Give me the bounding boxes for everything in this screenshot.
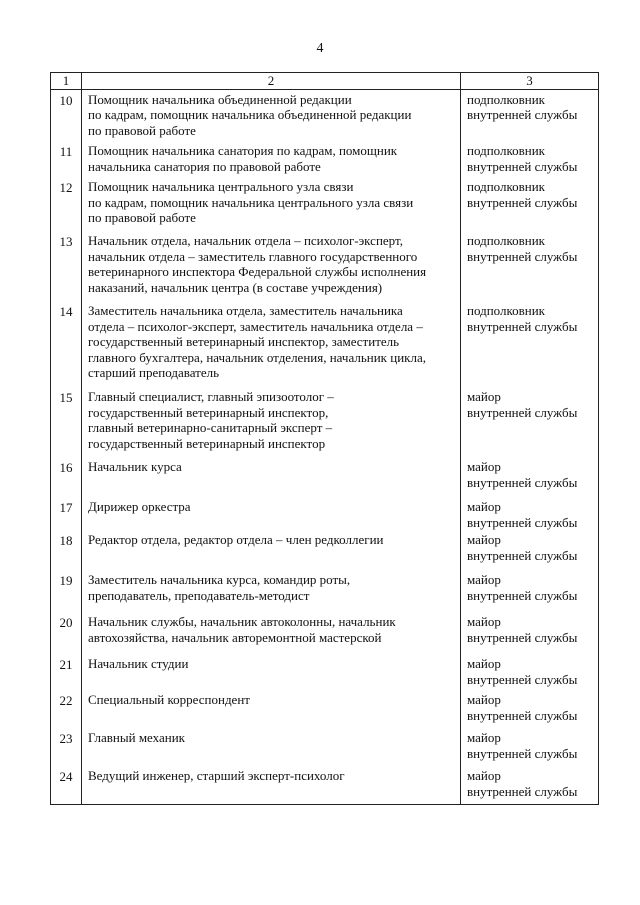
row-number: 18: [51, 530, 82, 570]
table-row: [51, 141, 599, 177]
special-rank: [461, 177, 599, 231]
table-row: [51, 89, 599, 141]
position-title-line: Редактор отдела, редактор отдела – член редколлегии: [88, 532, 384, 548]
position-title-line: наказаний, начальник центра (в составе учреждения): [88, 279, 383, 295]
table-row: [51, 177, 599, 231]
header-row: [51, 73, 599, 90]
table-row: [51, 497, 599, 530]
page-number: 4: [316, 41, 324, 56]
position-title-line: ветеринарного инспектора Федеральной службы исполнения: [88, 264, 427, 280]
position-title: [82, 497, 461, 530]
column-header-3: 3: [461, 73, 599, 90]
table-body: [51, 89, 599, 804]
special-rank-line: майор: [467, 499, 501, 515]
special-rank-line: майор: [467, 389, 501, 405]
special-rank-line: майор: [467, 768, 501, 784]
special-rank-line: внутренней службы: [467, 404, 578, 420]
position-title-line: по кадрам, помощник начальника центрального узла связи: [88, 194, 414, 210]
table-row: [51, 654, 599, 690]
special-rank-line: внутренней службы: [467, 107, 578, 123]
table-row: [51, 387, 599, 457]
table-row: [51, 231, 599, 301]
table-row: [51, 766, 599, 804]
position-title-line: Заместитель начальника курса, командир роты,: [88, 572, 351, 588]
special-rank-line: внутренней службы: [467, 707, 578, 723]
position-title-line: по кадрам, помощник начальника объединенной редакции: [88, 107, 412, 123]
special-rank-line: майор: [467, 459, 501, 475]
special-rank-line: майор: [467, 730, 501, 746]
position-title-line: начальник отдела – заместитель главного государственного: [88, 248, 418, 264]
position-title-line: Помощник начальника центрального узла связи: [88, 179, 354, 195]
special-rank-line: майор: [467, 572, 501, 588]
position-title: [82, 387, 461, 457]
special-rank: [461, 530, 599, 570]
position-title: [82, 654, 461, 690]
position-title-line: главный ветеринарно-санитарный эксперт –: [88, 420, 333, 436]
position-title-line: преподаватель, преподаватель-методист: [88, 587, 310, 603]
position-title-line: Помощник начальника объединенной редакции: [88, 91, 352, 107]
position-title-line: Дирижер оркестра: [88, 499, 191, 515]
position-title-line: государственный ветеринарный инспектор,: [88, 404, 329, 420]
special-rank: [461, 89, 599, 141]
special-rank-line: подполковник: [467, 179, 545, 195]
special-rank-line: внутренней службы: [467, 514, 578, 530]
special-rank-line: внутренней службы: [467, 629, 578, 645]
special-rank-line: внутренней службы: [467, 194, 578, 210]
row-number: 21: [51, 654, 82, 690]
special-rank: [461, 690, 599, 728]
row-number: 15: [51, 387, 82, 457]
position-title: [82, 570, 461, 612]
special-rank-line: внутренней службы: [467, 783, 578, 799]
special-rank: [461, 387, 599, 457]
position-title-line: государственный ветеринарный инспектор, заместитель: [88, 334, 400, 350]
row-number: 12: [51, 177, 82, 231]
table-row: [51, 690, 599, 728]
special-rank-line: подполковник: [467, 143, 545, 159]
position-title-line: по правовой работе: [88, 210, 196, 226]
special-rank: [461, 612, 599, 654]
table-row: [51, 728, 599, 766]
positions-table: [50, 72, 599, 805]
table-row: [51, 301, 599, 387]
position-title-line: Главный специалист, главный эпизоотолог –: [88, 389, 334, 405]
row-number: 17: [51, 497, 82, 530]
special-rank-line: майор: [467, 692, 501, 708]
position-title: [82, 177, 461, 231]
table-row: [51, 530, 599, 570]
column-header-1: 1: [51, 73, 82, 90]
special-rank: [461, 141, 599, 177]
position-title: [82, 728, 461, 766]
row-number: 16: [51, 457, 82, 497]
special-rank-line: подполковник: [467, 233, 545, 249]
table-header: [51, 73, 599, 90]
position-title-line: старший преподаватель: [88, 365, 220, 381]
position-title: [82, 231, 461, 301]
position-title: [82, 89, 461, 141]
position-title: [82, 141, 461, 177]
position-title: [82, 612, 461, 654]
special-rank-line: внутренней службы: [467, 745, 578, 761]
special-rank: [461, 728, 599, 766]
position-title-line: Помощник начальника санатория по кадрам, помощник: [88, 143, 398, 159]
position-title-line: Главный механик: [88, 730, 185, 746]
position-title-line: Начальник службы, начальник автоколонны, начальник: [88, 614, 396, 630]
position-title-line: по правовой работе: [88, 122, 196, 138]
position-title-line: начальника санатория по правовой работе: [88, 158, 321, 174]
position-title: [82, 766, 461, 804]
special-rank: [461, 231, 599, 301]
special-rank: [461, 301, 599, 387]
special-rank-line: майор: [467, 656, 501, 672]
row-number: 10: [51, 89, 82, 141]
special-rank-line: подполковник: [467, 91, 545, 107]
special-rank-line: внутренней службы: [467, 671, 578, 687]
table-row: [51, 570, 599, 612]
special-rank-line: внутренней службы: [467, 158, 578, 174]
position-title-line: главного бухгалтера, начальник отделения, начальник цикла,: [88, 349, 426, 365]
position-title-line: Начальник студии: [88, 656, 189, 672]
table-row: [51, 457, 599, 497]
position-title-line: отдела – психолог-эксперт, заместитель начальника отдела –: [88, 318, 423, 334]
special-rank-line: внутренней службы: [467, 587, 578, 603]
position-title: [82, 301, 461, 387]
position-title: [82, 690, 461, 728]
position-title-line: государственный ветеринарный инспектор: [88, 435, 326, 451]
row-number: 23: [51, 728, 82, 766]
row-number: 14: [51, 301, 82, 387]
special-rank: [461, 654, 599, 690]
position-title-line: Заместитель начальника отдела, заместитель начальника: [88, 303, 403, 319]
special-rank: [461, 570, 599, 612]
special-rank-line: майор: [467, 532, 501, 548]
row-number: 11: [51, 141, 82, 177]
special-rank-line: внутренней службы: [467, 248, 578, 264]
special-rank: [461, 457, 599, 497]
position-title-line: Начальник курса: [88, 459, 182, 475]
column-header-2: 2: [82, 73, 461, 90]
row-number: 22: [51, 690, 82, 728]
special-rank: [461, 497, 599, 530]
position-title-line: Начальник отдела, начальник отдела – психолог-эксперт,: [88, 233, 403, 249]
table-row: [51, 612, 599, 654]
position-title-line: автохозяйства, начальник авторемонтной мастерской: [88, 629, 382, 645]
special-rank-line: внутренней службы: [467, 318, 578, 334]
special-rank-line: внутренней службы: [467, 547, 578, 563]
special-rank-line: внутренней службы: [467, 474, 578, 490]
special-rank: [461, 766, 599, 804]
row-number: 13: [51, 231, 82, 301]
row-number: 19: [51, 570, 82, 612]
row-number: 20: [51, 612, 82, 654]
special-rank-line: подполковник: [467, 303, 545, 319]
position-title: [82, 457, 461, 497]
position-title-line: Ведущий инженер, старший эксперт-психолог: [88, 768, 345, 784]
special-rank-line: майор: [467, 614, 501, 630]
row-number: 24: [51, 766, 82, 804]
position-title: [82, 530, 461, 570]
position-title-line: Специальный корреспондент: [88, 692, 250, 708]
